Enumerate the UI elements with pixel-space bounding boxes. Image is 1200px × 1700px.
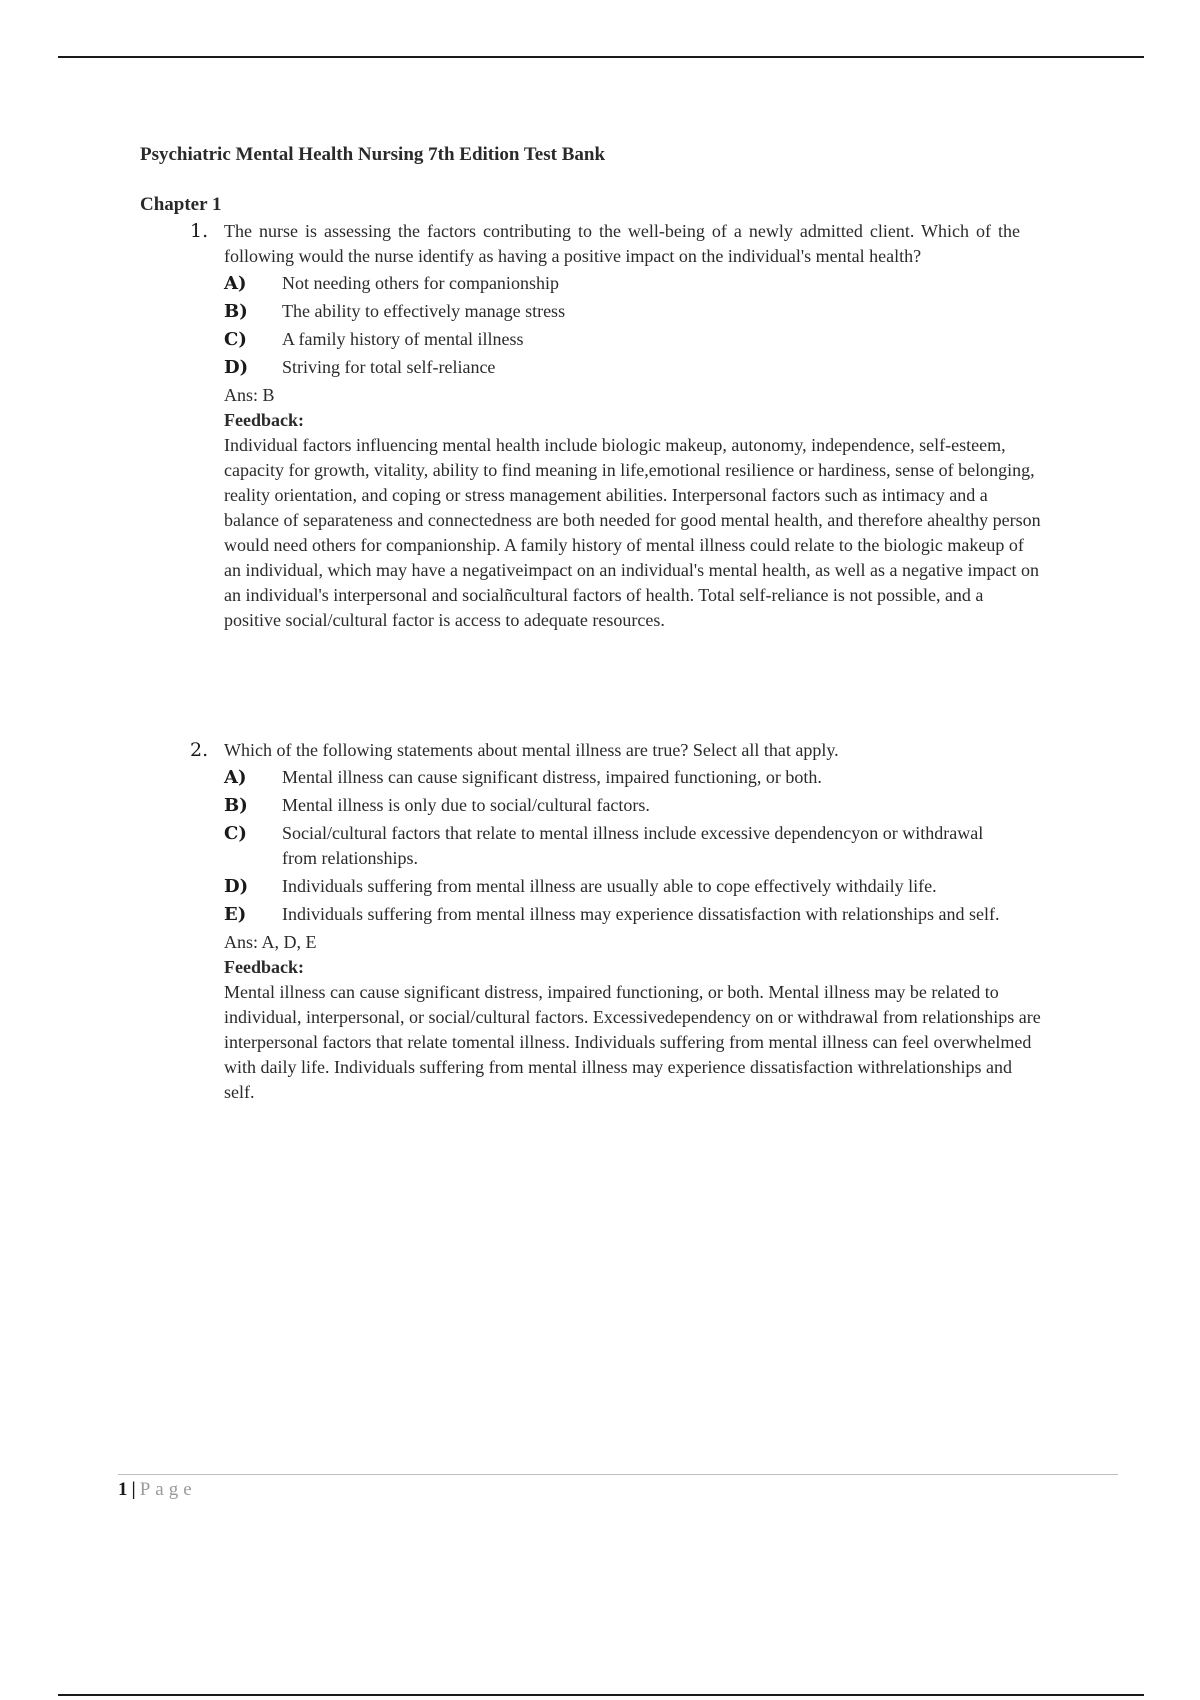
option-letter: C) <box>224 823 247 844</box>
option-letter: D) <box>224 876 249 897</box>
bottom-rule <box>58 1694 1144 1696</box>
feedback-label: Feedback: <box>224 410 304 430</box>
feedback-text: Individual factors influencing mental health include biologic makeup, autonomy, independence, self-esteem, capacity for growth, vitality, ability to find meaning in life,emotional resilience or hardiness, sense of belonging, reality orientation, and coping or stress management abilities. Interpersonal factors such as intimacy and a balance of separateness and connectedness are both needed for good mental health, and therefore ahealthy person would need others for companionship. A family history of mental illness could relate to the biologic makeup of an individual, which may have a negativeimpact on an individual's mental health, as well as a negative impact on an individual's interpersonal and socialñcultural factors of health. Total self-reliance is not possible, and a positive social/cultural factor is access to adequate resources. <box>224 435 1041 630</box>
option-a <box>224 765 1020 790</box>
page-label: Page <box>139 1479 197 1500</box>
option-text: Not needing others for companionship <box>282 273 559 293</box>
question-stem: Which of the following statements about mental illness are true? Select all that apply. <box>224 740 839 760</box>
option-e <box>224 902 1020 927</box>
option-text: Social/cultural factors that relate to mental illness include excessive dependencyon or withdrawal from relationships. <box>282 823 984 868</box>
feedback-text: Mental illness can cause significant distress, impaired functioning, or both. Mental illness may be related to individual, interpersonal, or social/cultural factors. Excessivedependency on or withdrawal from relationships are interpersonal factors that relate tomental illness. Individuals suffering from mental illness can feel overwhelmed with daily life. Individuals suffering from mental illness may experience dissatisfaction withrelationships and self. <box>224 982 1041 1102</box>
option-text: Individuals suffering from mental illness may experience dissatisfaction with relationships and self. <box>282 904 1000 924</box>
option-text: Individuals suffering from mental illness are usually able to cope effectively withdaily life. <box>282 876 937 896</box>
option-letter: B) <box>224 301 248 322</box>
option-a <box>224 271 1020 296</box>
option-letter: D) <box>224 357 249 378</box>
option-text: Mental illness can cause significant distress, impaired functioning, or both. <box>282 767 822 787</box>
answer-options <box>224 271 1020 380</box>
chapter-heading: Chapter 1 <box>140 194 222 215</box>
option-letter: E) <box>224 904 247 925</box>
feedback-label: Feedback: <box>224 957 304 977</box>
question-1 <box>190 219 1041 633</box>
answer-key: Ans: B <box>224 385 275 405</box>
answer-key: Ans: A, D, E <box>224 932 317 952</box>
answer-options <box>224 765 1020 927</box>
page-footer <box>118 1478 197 1502</box>
option-text: A family history of mental illness <box>282 329 524 349</box>
question-2 <box>190 738 1041 1105</box>
option-text: Striving for total self-reliance <box>282 357 496 377</box>
option-c <box>224 327 1020 352</box>
option-letter: B) <box>224 795 248 816</box>
footer-rule <box>118 1474 1118 1475</box>
option-letter: A) <box>224 273 247 294</box>
page-number: 1 <box>118 1479 128 1500</box>
option-text: Mental illness is only due to social/cultural factors. <box>282 795 650 815</box>
option-b <box>224 299 1020 324</box>
option-letter: C) <box>224 329 247 350</box>
footer-separator: | <box>131 1479 136 1500</box>
question-stem: The nurse is assessing the factors contributing to the well-being of a newly admitted client. Which of the following would the nurse identify as having a positive impact on the individual's mental health? <box>224 221 1020 266</box>
question-number: 2. <box>190 739 209 761</box>
option-letter: A) <box>224 767 247 788</box>
option-c <box>224 821 1020 871</box>
option-d <box>224 874 1020 899</box>
option-b <box>224 793 1020 818</box>
top-rule <box>58 56 1144 58</box>
option-d <box>224 355 1020 380</box>
document-title: Psychiatric Mental Health Nursing 7th Edition Test Bank <box>140 144 606 165</box>
question-number: 1. <box>190 220 209 242</box>
option-text: The ability to effectively manage stress <box>282 301 566 321</box>
